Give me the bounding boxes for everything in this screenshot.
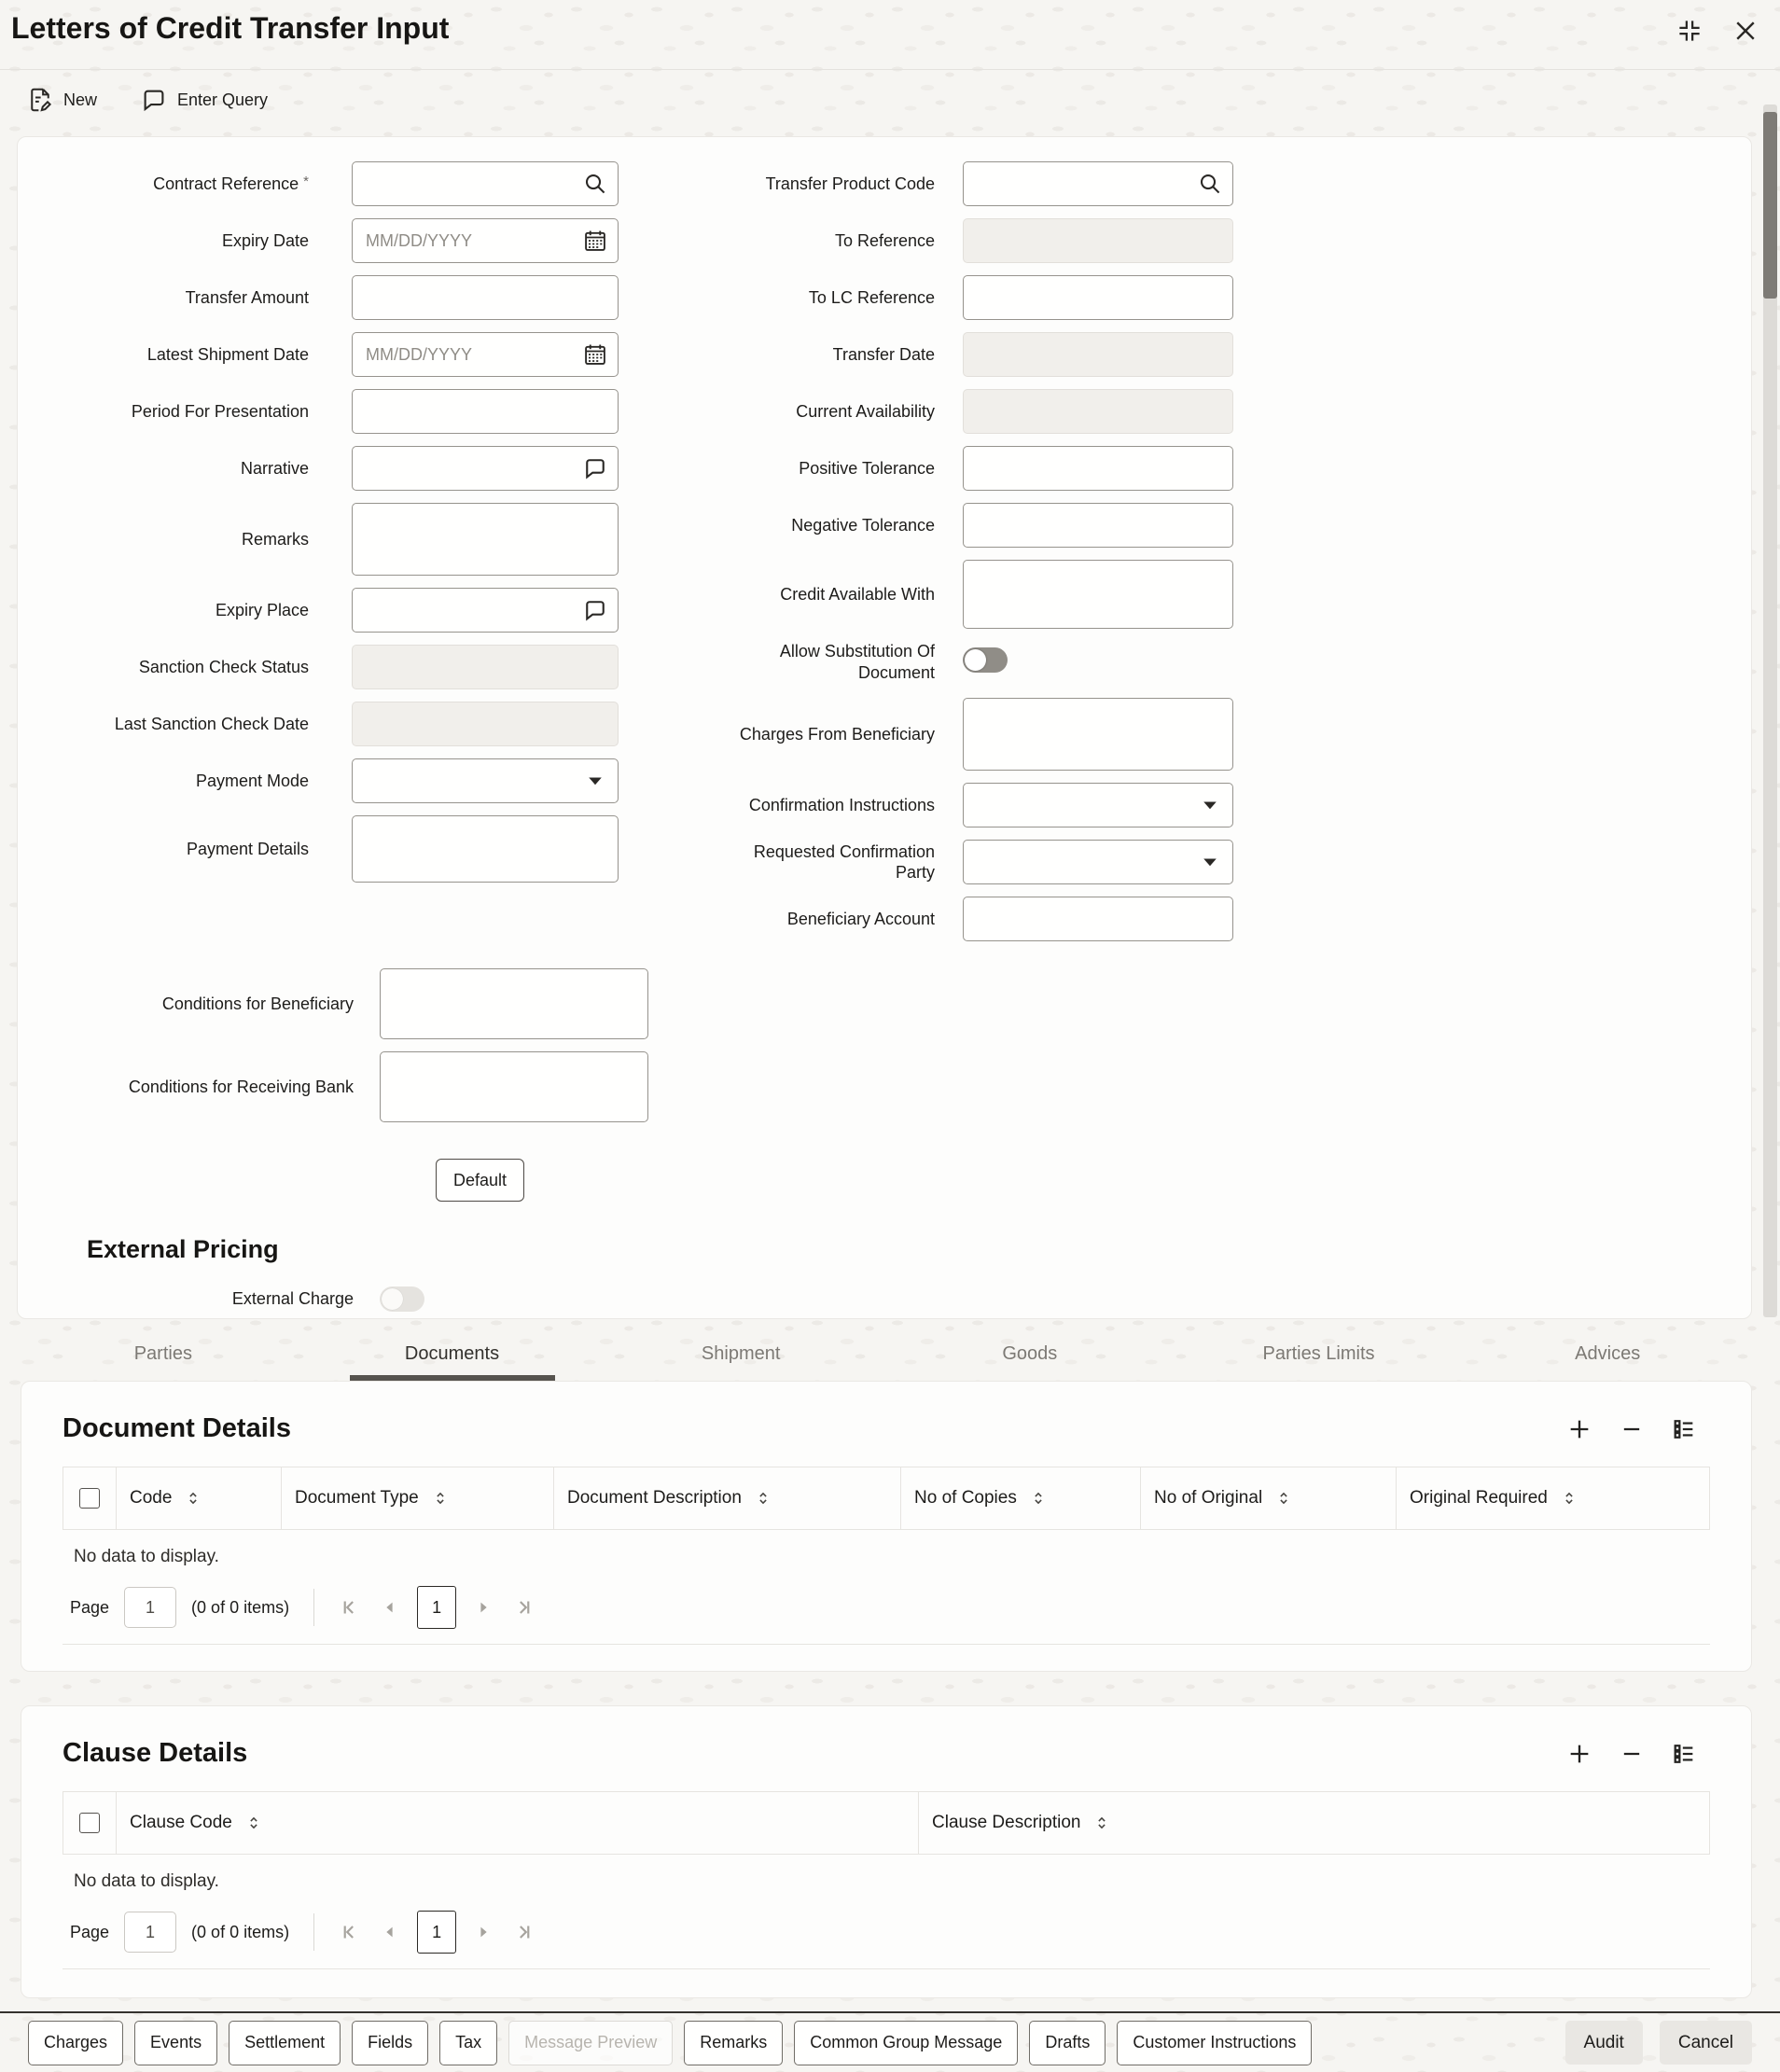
requested-confirmation-party-select[interactable] — [963, 840, 1233, 884]
sanction-check-status-label: Sanction Check Status — [138, 657, 309, 676]
cancel-button[interactable]: Cancel — [1660, 2021, 1752, 2065]
form-left-column — [85, 161, 686, 953]
current-availability-input — [963, 389, 1233, 434]
tab-label: Parties — [133, 1342, 192, 1364]
common-group-message-button[interactable]: Common Group Message — [794, 2021, 1018, 2065]
document-details-tools — [1566, 1416, 1697, 1442]
pagination-divider — [313, 1589, 314, 1626]
page-number-input[interactable]: 1 — [124, 1587, 176, 1628]
previous-page-button[interactable] — [378, 1920, 402, 1944]
document-details-empty-text: No data to display. — [74, 1547, 219, 1566]
payment-mode-select[interactable] — [352, 758, 619, 803]
current-page[interactable]: 1 — [417, 1911, 456, 1954]
form-right-column — [711, 161, 1257, 953]
to-lc-reference-field — [711, 275, 1257, 320]
select-all-checkbox[interactable] — [79, 1488, 100, 1509]
external-pricing-heading: External Pricing — [87, 1235, 279, 1263]
plus-icon — [1566, 1416, 1592, 1442]
confirmation-instructions-field — [711, 783, 1257, 827]
caret-down-icon — [582, 768, 608, 794]
tab-advices[interactable] — [1463, 1327, 1752, 1381]
plus-icon — [1566, 1741, 1592, 1767]
select-all-header-cell — [63, 1791, 117, 1855]
previous-page-button[interactable] — [378, 1595, 402, 1620]
latest-shipment-date-field — [85, 332, 686, 377]
tax-button[interactable]: Tax — [439, 2021, 497, 2065]
transfer-date-label: Transfer Date — [832, 344, 935, 364]
to-lc-reference-input[interactable] — [963, 275, 1233, 320]
payment-mode-control — [352, 758, 619, 803]
transfer-product-code-input[interactable] — [963, 161, 1233, 206]
allow-substitution-of-document-label: Allow Substitution Of Document — [779, 642, 935, 682]
narrative-input[interactable] — [352, 446, 619, 491]
negative-tolerance-label: Negative Tolerance — [791, 515, 935, 535]
latest-shipment-date-placeholder: MM/DD/YYYY — [366, 344, 473, 364]
external-charge-label: External Charge — [231, 1289, 354, 1309]
add-document-row-button[interactable] — [1566, 1416, 1592, 1442]
transfer-product-code-field — [711, 161, 1257, 206]
column-header-label: Clause Code — [130, 1813, 232, 1832]
external-charge-row — [74, 1286, 1751, 1312]
tab-documents[interactable] — [308, 1327, 597, 1381]
pagination-divider — [313, 1913, 314, 1951]
conditions-for-receiving-bank-textarea[interactable] — [380, 1051, 648, 1122]
transfer-date-input — [963, 332, 1233, 377]
sort-icon — [430, 1488, 451, 1509]
footer-bar — [0, 2011, 1780, 2072]
credit-available-with-label: Credit Available With — [780, 584, 935, 604]
sort-icon — [1559, 1488, 1579, 1509]
document-table-options-button[interactable] — [1671, 1416, 1697, 1442]
to-reference-field — [711, 218, 1257, 263]
enter-query-button-label: Enter Query — [177, 90, 269, 109]
payment-details-control — [352, 815, 619, 883]
allow-substitution-of-document-field — [711, 641, 1257, 683]
code-column-header[interactable] — [117, 1467, 282, 1530]
pg-first-icon — [339, 1595, 363, 1620]
document-details-title: Document Details — [63, 1413, 291, 1443]
document-description-column-header[interactable] — [554, 1467, 901, 1530]
column-header-label: Document Description — [567, 1488, 742, 1508]
last-sanction-check-date-control — [352, 702, 619, 746]
original-required-column-header[interactable] — [1397, 1467, 1710, 1530]
collapse-icon — [1676, 17, 1704, 45]
tab-label: Advices — [1575, 1342, 1641, 1364]
clause-details-empty-text: No data to display. — [74, 1871, 219, 1891]
credit-available-with-field — [711, 560, 1257, 629]
caret-down-icon — [1197, 849, 1223, 875]
last-sanction-check-date-input — [352, 702, 619, 746]
period-for-presentation-field — [85, 389, 686, 434]
events-button[interactable]: Events — [134, 2021, 217, 2065]
document-details-table-header — [63, 1467, 1710, 1530]
column-header-label: Document Type — [295, 1488, 419, 1508]
clause-details-pagination — [63, 1903, 1710, 1969]
negative-tolerance-control — [963, 503, 1233, 548]
last-sanction-check-date-field — [85, 702, 686, 746]
current-availability-label: Current Availability — [796, 401, 935, 421]
transfer-product-code-control — [963, 161, 1233, 206]
remarks-field — [85, 503, 686, 576]
remove-clause-row-button[interactable] — [1619, 1741, 1645, 1767]
document-type-column-header[interactable] — [282, 1467, 554, 1530]
contract-reference-input[interactable] — [352, 161, 619, 206]
charges-from-beneficiary-control — [963, 698, 1233, 771]
remarks-control — [352, 503, 619, 576]
pg-prev-icon — [378, 1920, 402, 1944]
conditions-for-receiving-bank-field — [74, 1051, 1751, 1122]
latest-shipment-date-control — [352, 332, 619, 377]
clause-details-card — [21, 1705, 1752, 1998]
sanction-check-status-input — [352, 645, 619, 689]
list-options-icon — [1671, 1416, 1697, 1442]
clause-code-column-header[interactable] — [117, 1791, 919, 1855]
next-page-button[interactable] — [471, 1595, 495, 1620]
expiry-place-field — [85, 588, 686, 633]
transfer-date-control — [963, 332, 1233, 377]
drafts-button[interactable]: Drafts — [1029, 2021, 1106, 2065]
select-all-header-cell — [63, 1467, 117, 1530]
expiry-place-control — [352, 588, 619, 633]
new-button-label: New — [63, 90, 98, 109]
payment-details-field — [85, 815, 686, 883]
default-button[interactable]: Default — [436, 1159, 524, 1202]
first-page-button[interactable] — [339, 1595, 363, 1620]
tab-parties-limits[interactable] — [1175, 1327, 1464, 1381]
transfer-amount-control — [352, 275, 619, 320]
sort-icon — [183, 1488, 203, 1509]
page-title: Letters of Credit Transfer Input — [11, 11, 450, 45]
remove-document-row-button[interactable] — [1619, 1416, 1645, 1442]
to-lc-reference-control — [963, 275, 1233, 320]
transfer-date-field — [711, 332, 1257, 377]
comment-icon — [582, 597, 608, 623]
tab-label: Goods — [1002, 1342, 1058, 1364]
caret-down-icon — [1197, 792, 1223, 818]
pg-prev-icon — [378, 1595, 402, 1620]
pg-next-icon — [471, 1595, 495, 1620]
beneficiary-account-field — [711, 897, 1257, 941]
list-options-icon — [1671, 1741, 1697, 1767]
title-bar — [0, 0, 1780, 69]
vertical-scrollbar[interactable] — [1763, 104, 1777, 1317]
column-header-label: No of Copies — [914, 1488, 1017, 1508]
clause-description-column-header[interactable] — [919, 1791, 1710, 1855]
requested-confirmation-party-label: Requested Confirmation Party — [753, 841, 935, 882]
pg-first-icon — [339, 1920, 363, 1944]
settlement-button[interactable]: Settlement — [229, 2021, 341, 2065]
contract-reference-field — [85, 161, 686, 206]
sanction-check-status-field — [85, 645, 686, 689]
pg-last-icon — [510, 1595, 535, 1620]
sort-icon — [1092, 1813, 1112, 1833]
clause-table-options-button[interactable] — [1671, 1741, 1697, 1767]
charges-button[interactable]: Charges — [28, 2021, 123, 2065]
narrative-field — [85, 446, 686, 491]
calendar-icon — [582, 228, 608, 254]
narrative-label: Narrative — [240, 458, 309, 478]
beneficiary-account-control — [963, 897, 1233, 941]
message-preview-button: Message Preview — [508, 2021, 673, 2065]
requested-confirmation-party-field — [711, 840, 1257, 884]
last-page-button[interactable] — [510, 1920, 535, 1944]
confirmation-instructions-select[interactable] — [963, 783, 1233, 827]
sort-icon — [243, 1813, 264, 1833]
close-button[interactable] — [1731, 17, 1759, 45]
next-page-button[interactable] — [471, 1920, 495, 1944]
clause-details-table-header — [63, 1791, 1710, 1855]
transfer-amount-label: Transfer Amount — [185, 287, 309, 307]
contract-reference-label: Contract Reference * — [153, 173, 309, 193]
payment-details-label: Payment Details — [186, 839, 309, 858]
conditions-for-receiving-bank-label: Conditions for Receiving Bank — [128, 1077, 354, 1096]
conditions-for-receiving-bank-control — [380, 1051, 648, 1122]
beneficiary-account-label: Beneficiary Account — [786, 909, 935, 928]
positive-tolerance-input[interactable] — [963, 446, 1233, 491]
transfer-amount-input[interactable] — [352, 275, 619, 320]
page-label: Page — [70, 1922, 110, 1941]
close-icon — [1731, 17, 1759, 45]
search-icon — [1197, 171, 1223, 197]
expiry-place-label: Expiry Place — [215, 600, 309, 619]
remarks-textarea[interactable] — [352, 503, 619, 576]
column-header-label: Code — [130, 1488, 173, 1508]
confirmation-instructions-label: Confirmation Instructions — [748, 795, 935, 814]
current-availability-field — [711, 389, 1257, 434]
credit-available-with-control — [963, 560, 1233, 629]
payment-mode-label: Payment Mode — [195, 771, 309, 790]
clause-details-tools — [1566, 1741, 1697, 1767]
no-of-copies-column-header[interactable] — [901, 1467, 1141, 1530]
beneficiary-account-input[interactable] — [963, 897, 1233, 941]
expiry-date-input[interactable] — [352, 218, 619, 263]
latest-shipment-date-label: Latest Shipment Date — [146, 344, 309, 364]
allow-substitution-of-document-control — [963, 647, 1008, 677]
enter-query-icon — [140, 86, 168, 114]
minus-icon — [1619, 1741, 1645, 1767]
sort-icon — [753, 1488, 773, 1509]
remarks-button[interactable]: Remarks — [684, 2021, 783, 2065]
expiry-date-control — [352, 218, 619, 263]
items-count: (0 of 0 items) — [191, 1922, 290, 1941]
no-of-original-column-header[interactable] — [1141, 1467, 1397, 1530]
fields-button[interactable]: Fields — [352, 2021, 428, 2065]
to-reference-input — [963, 218, 1233, 263]
transfer-amount-field — [85, 275, 686, 320]
current-page[interactable]: 1 — [417, 1586, 456, 1629]
scrollbar-thumb[interactable] — [1763, 112, 1777, 299]
external-charge-toggle — [380, 1286, 424, 1312]
pg-last-icon — [510, 1920, 535, 1944]
to-lc-reference-label: To LC Reference — [808, 287, 935, 307]
pg-next-icon — [471, 1920, 495, 1944]
last-page-button[interactable] — [510, 1595, 535, 1620]
requested-confirmation-party-control — [963, 840, 1233, 884]
charges-from-beneficiary-field — [711, 698, 1257, 771]
audit-button[interactable]: Audit — [1565, 2021, 1643, 2065]
lc-transfer-form — [17, 136, 1752, 1319]
negative-tolerance-field — [711, 503, 1257, 548]
payment-details-textarea[interactable] — [352, 815, 619, 883]
customer-instructions-button[interactable]: Customer Instructions — [1117, 2021, 1312, 2065]
document-details-card — [21, 1381, 1752, 1672]
expiry-date-placeholder: MM/DD/YYYY — [366, 230, 473, 250]
tab-bar — [19, 1327, 1752, 1381]
latest-shipment-date-input[interactable] — [352, 332, 619, 377]
tab-shipment[interactable] — [596, 1327, 885, 1381]
tab-label: Parties Limits — [1262, 1342, 1375, 1364]
charges-from-beneficiary-textarea[interactable] — [963, 698, 1233, 771]
current-availability-control — [963, 389, 1233, 434]
document-details-pagination — [63, 1578, 1710, 1645]
positive-tolerance-field — [711, 446, 1257, 491]
allow-substitution-of-document-toggle[interactable] — [963, 647, 1008, 673]
sanction-check-status-control — [352, 645, 619, 689]
credit-available-with-textarea[interactable] — [963, 560, 1233, 629]
enter-query-button[interactable] — [136, 80, 271, 119]
period-for-presentation-input[interactable] — [352, 389, 619, 434]
period-for-presentation-control — [352, 389, 619, 434]
toolbar — [22, 80, 271, 119]
column-header-label: Clause Description — [932, 1813, 1081, 1832]
new-button[interactable] — [22, 80, 101, 119]
collapse-window-button[interactable] — [1676, 17, 1704, 45]
to-reference-label: To Reference — [834, 230, 935, 250]
comment-icon — [582, 455, 608, 481]
conditions-for-beneficiary-field — [74, 968, 1751, 1039]
minus-icon — [1619, 1416, 1645, 1442]
contract-reference-control — [352, 161, 619, 206]
remarks-label: Remarks — [241, 529, 309, 549]
conditions-for-beneficiary-control — [380, 968, 648, 1039]
tab-label: Documents — [404, 1342, 500, 1364]
confirmation-instructions-control — [963, 783, 1233, 827]
page-label: Page — [70, 1597, 110, 1617]
tab-parties[interactable] — [19, 1327, 308, 1381]
clause-details-title: Clause Details — [63, 1738, 248, 1768]
sort-icon — [1028, 1488, 1049, 1509]
tab-label: Shipment — [701, 1342, 781, 1364]
first-page-button[interactable] — [339, 1920, 363, 1944]
conditions-for-beneficiary-label: Conditions for Beneficiary — [161, 994, 354, 1013]
select-all-checkbox[interactable] — [79, 1813, 100, 1833]
required-marker: * — [303, 173, 309, 189]
conditions-section — [18, 968, 1751, 1122]
column-header-label: No of Original — [1154, 1488, 1263, 1508]
charges-from-beneficiary-label: Charges From Beneficiary — [739, 724, 935, 744]
positive-tolerance-label: Positive Tolerance — [799, 458, 935, 478]
positive-tolerance-control — [963, 446, 1233, 491]
negative-tolerance-input[interactable] — [963, 503, 1233, 548]
column-header-label: Original Required — [1410, 1488, 1548, 1508]
calendar-icon — [582, 341, 608, 368]
items-count: (0 of 0 items) — [191, 1597, 290, 1617]
title-divider — [0, 69, 1780, 70]
new-document-icon — [26, 86, 54, 114]
period-for-presentation-label: Period For Presentation — [131, 401, 309, 421]
narrative-control — [352, 446, 619, 491]
add-clause-row-button[interactable] — [1566, 1741, 1592, 1767]
tab-goods[interactable] — [885, 1327, 1175, 1381]
to-reference-control — [963, 218, 1233, 263]
conditions-for-beneficiary-textarea[interactable] — [380, 968, 648, 1039]
expiry-date-label: Expiry Date — [221, 230, 309, 250]
payment-mode-field — [85, 758, 686, 803]
search-icon — [582, 171, 608, 197]
expiry-date-field — [85, 218, 686, 263]
transfer-product-code-label: Transfer Product Code — [765, 174, 935, 193]
sort-icon — [1273, 1488, 1294, 1509]
expiry-place-input[interactable] — [352, 588, 619, 633]
page-number-input[interactable]: 1 — [124, 1912, 176, 1953]
last-sanction-check-date-label: Last Sanction Check Date — [114, 714, 309, 733]
